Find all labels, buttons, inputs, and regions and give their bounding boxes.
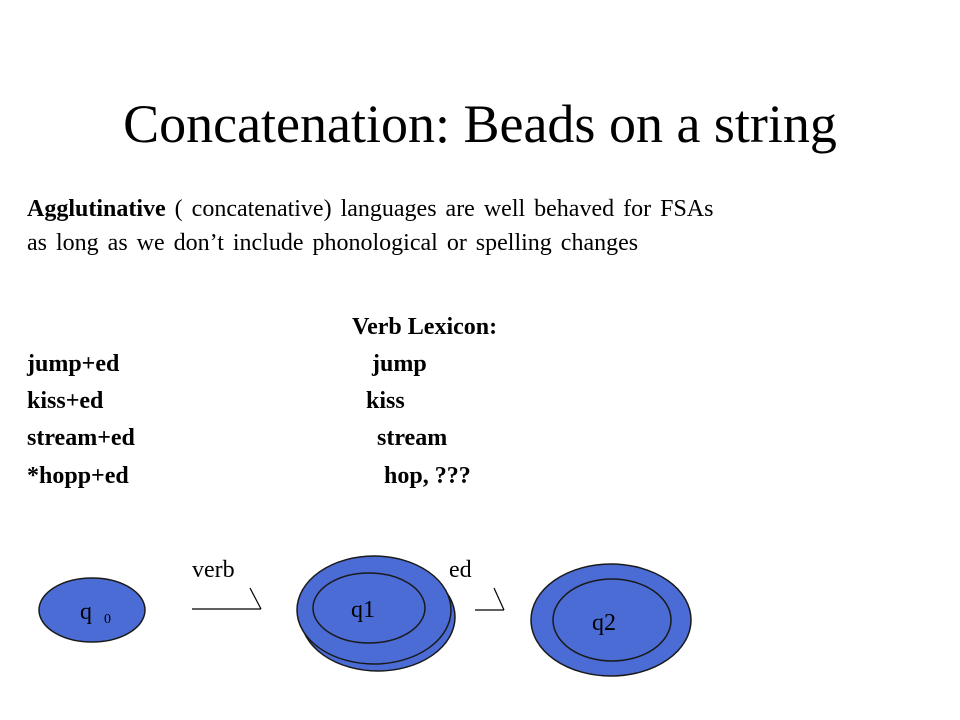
lexicon-stem-stream: stream bbox=[377, 425, 448, 451]
intro-line-2: as long as we don’t include phonological or spelling changes bbox=[27, 230, 639, 256]
state-q0-label: q bbox=[80, 599, 92, 625]
lexicon-stem-hop: hop, ??? bbox=[384, 463, 471, 489]
lexicon-stem-jump: jump bbox=[372, 351, 427, 377]
intro-line-1 bbox=[27, 192, 947, 226]
lexicon-form-jump: jump+ed bbox=[27, 351, 120, 377]
fsa-diagram bbox=[0, 540, 960, 720]
state-q0-subscript: 0 bbox=[104, 612, 111, 627]
lexicon-form-kiss: kiss+ed bbox=[27, 388, 104, 414]
state-q2-label: q2 bbox=[592, 610, 616, 636]
intro-paragraph bbox=[27, 192, 947, 260]
lexicon-heading: Verb Lexicon: bbox=[352, 314, 498, 340]
edge-verb-arrow bbox=[192, 588, 261, 609]
edge-ed-label: ed bbox=[449, 557, 472, 583]
state-q0 bbox=[39, 578, 145, 642]
lexicon-form-stream: stream+ed bbox=[27, 425, 135, 451]
edge-verb-label: verb bbox=[192, 557, 235, 583]
edge-ed-arrow bbox=[475, 588, 504, 610]
state-q1-label: q1 bbox=[351, 597, 375, 623]
intro-line-1-rest: ( concatenative) languages are well behaved for FSAs bbox=[165, 196, 714, 222]
slide-title: Concatenation: Beads on a string bbox=[123, 94, 837, 154]
lexicon-stem-kiss: kiss bbox=[366, 388, 405, 414]
agglutinative-term: Agglutinative bbox=[27, 196, 166, 222]
lexicon-form-hopp: *hopp+ed bbox=[27, 463, 129, 489]
